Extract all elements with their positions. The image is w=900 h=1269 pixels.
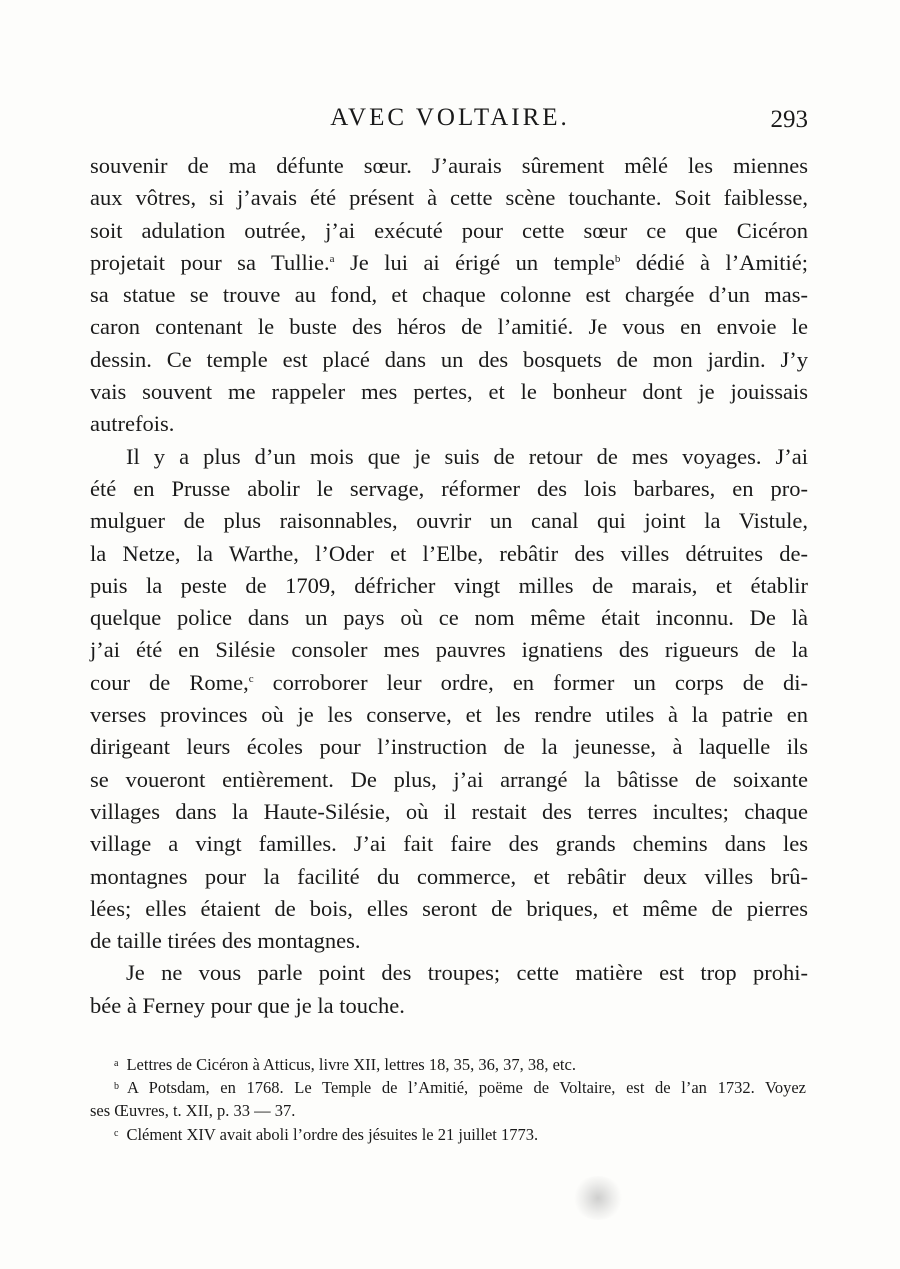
running-head <box>0 104 900 138</box>
footnote-marker: c <box>114 1127 119 1139</box>
footnote-text: Clément XIV avait aboli l’ordre des jésuites le 21 juillet 1773. <box>126 1124 539 1144</box>
footnote-ref-a[interactable]: a <box>329 252 335 265</box>
text-line: la Netze, la Warthe, l’Oder et l’Elbe, rebâtir des villes détruites de- <box>90 540 808 566</box>
paper-stain <box>572 1176 624 1220</box>
text-line: j’ai été en Silésie consoler mes pauvres ignatiens des rigueurs de la <box>90 637 808 663</box>
text-line: se voueront entièrement. De plus, j’ai arrangé la bâtisse de soixante <box>90 766 808 792</box>
text-line <box>90 667 808 699</box>
footnote-b <box>90 1075 806 1122</box>
paragraph-3 <box>90 957 808 1022</box>
footnote-line <box>90 1075 806 1098</box>
text-line: sa statue se trouve au fond, et chaque colonne est chargée d’un mas- <box>90 282 808 308</box>
footnote-ref-c[interactable]: c <box>248 672 254 685</box>
footnote-c <box>90 1122 806 1145</box>
text-line: verses provinces où je les conserve, et les rendre utiles à la patrie en <box>90 702 808 728</box>
text-line: été en Prusse abolir le servage, réformer des lois barbares, en pro- <box>90 475 808 501</box>
footnote-marker: b <box>114 1081 119 1093</box>
text-line: quelque police dans un pays où ce nom même était inconnu. De là <box>90 605 808 631</box>
text-segment: dédié à l’Amitié; <box>620 249 809 275</box>
text-line: de taille tirées des montagnes. <box>90 928 361 954</box>
text-segment: Je lui ai érigé un temple <box>334 249 615 275</box>
text-line: soit adulation outrée, j’ai exécuté pour cette sœur ce que Cicéron <box>90 217 808 243</box>
running-head-title: AVEC VOLTAIRE. <box>330 104 570 131</box>
text-line: lées; elles étaient de bois, elles seront de briques, et même de pierres <box>90 895 808 921</box>
page-number: 293 <box>770 106 808 133</box>
text-line: villages dans la Haute-Silésie, où il restait des terres incultes; chaque <box>90 798 808 824</box>
footnote-line <box>90 1122 806 1145</box>
text-line: mulguer de plus raisonnables, ouvrir un canal qui joint la Vistule, <box>90 508 808 534</box>
text-line <box>90 247 808 279</box>
main-text <box>90 150 808 1022</box>
text-segment: corroborer leur ordre, en former un corps de di- <box>253 669 808 695</box>
text-line: caron contenant le buste des héros de l’amitié. Je vous en envoie le <box>90 314 808 340</box>
footnote-line: ses Œuvres, t. XII, p. 33 — 37. <box>90 1100 296 1120</box>
footnote-ref-b[interactable]: b <box>614 252 621 265</box>
text-segment: cour de Rome, <box>90 669 249 695</box>
footnote-a <box>90 1052 806 1075</box>
paragraph-2 <box>90 441 808 958</box>
text-line: aux vôtres, si j’avais été présent à cette scène touchante. Soit faiblesse, <box>90 185 808 211</box>
text-line: Je ne vous parle point des troupes; cette matière est trop prohi- <box>126 960 808 986</box>
text-line: dirigeant leurs écoles pour l’instruction de la jeunesse, à laquelle ils <box>90 734 808 760</box>
text-line: montagnes pour la facilité du commerce, et rebâtir deux villes brû- <box>90 863 808 889</box>
footnote-marker: a <box>114 1058 119 1069</box>
text-line: bée à Ferney pour que je la touche. <box>90 992 405 1018</box>
text-line: village a vingt familles. J’ai fait faire des grands chemins dans les <box>90 831 808 857</box>
text-line: dessin. Ce temple est placé dans un des bosquets de mon jardin. J’y <box>90 346 808 372</box>
paragraph-1 <box>90 150 808 441</box>
text-line: souvenir de ma défunte sœur. J’aurais sûrement mêlé les miennes <box>90 153 808 178</box>
footnote-line <box>90 1052 806 1075</box>
text-segment: projetait pour sa Tullie. <box>90 249 330 275</box>
footnotes <box>90 1052 806 1145</box>
text-line: Il y a plus d’un mois que je suis de retour de mes voyages. J’ai <box>126 443 808 469</box>
footnote-text: A Potsdam, en 1768. Le Temple de l’Amitié, poëme de Voltaire, est de l’an 1732. Voyez <box>127 1078 806 1098</box>
text-line: vais souvent me rappeler mes pertes, et le bonheur dont je jouissais <box>90 379 808 405</box>
footnote-text: Lettres de Cicéron à Atticus, livre XII, lettres 18, 35, 36, 37, 38, etc. <box>126 1055 576 1074</box>
text-line: puis la peste de 1709, défricher vingt milles de marais, et établir <box>90 572 808 598</box>
text-line: autrefois. <box>90 411 175 437</box>
